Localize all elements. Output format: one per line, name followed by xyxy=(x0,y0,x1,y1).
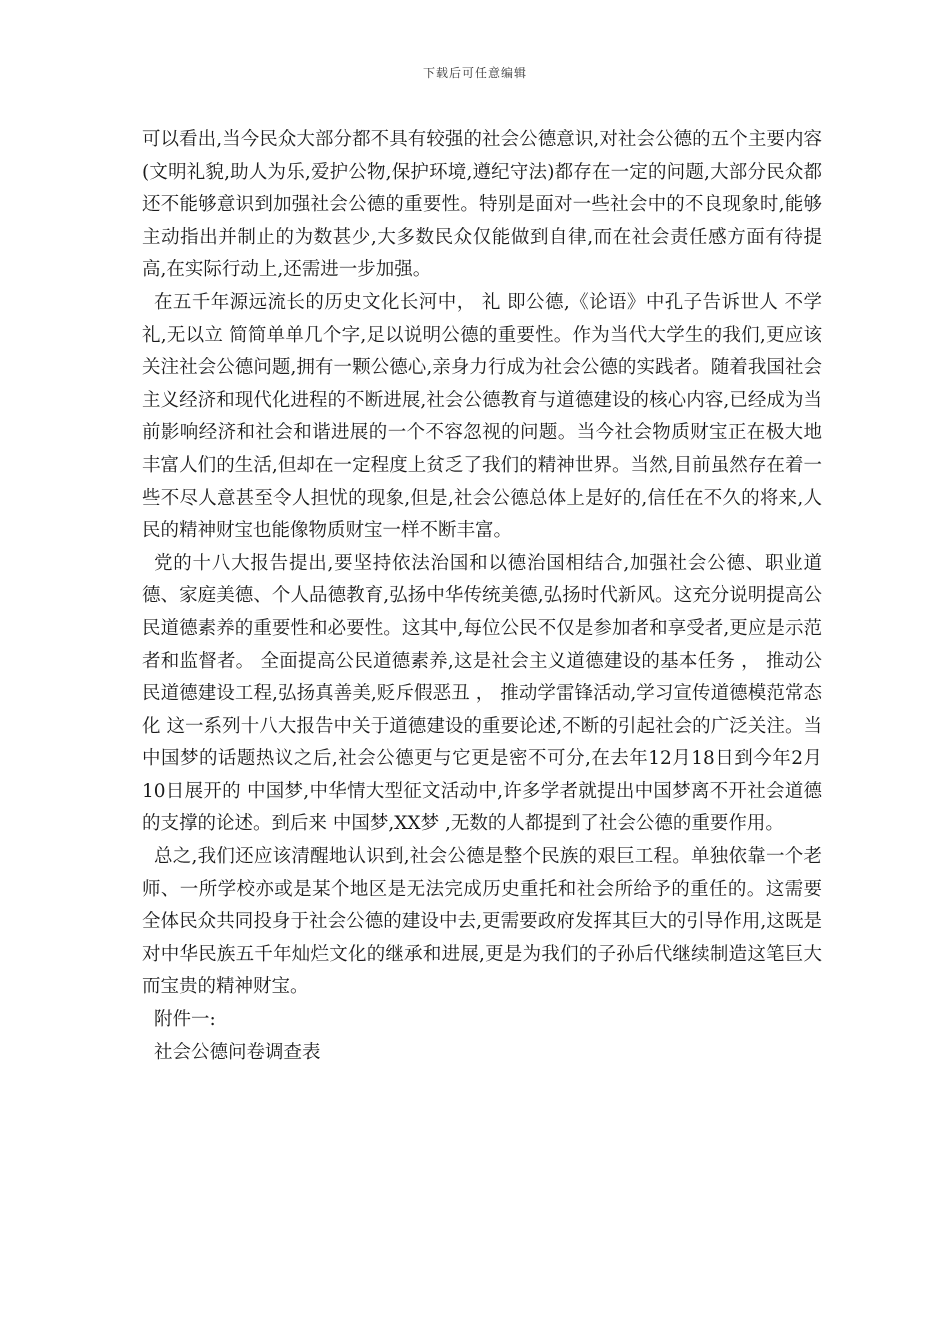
paragraph-1: 可以看出,当今民众大部分都不具有较强的社会公德意识,对社会公德的五个主要内容(文明礼貌,助人为乐,爱护公物,保护环境,遵纪守法)都存在一定的问题,大部分民众都还不能够意识到加强社会公德的重要性。特别是面对一些社会中的不良现象时,能够主动指出并制止的为数甚少,大多数民众仅能做到自律,而在社会责任感方面有待提高,在实际行动上,还需进一步加强。 xyxy=(142,129,822,281)
attachment-label: 附件一: xyxy=(154,1009,216,1031)
paragraph-2: 在五千年源远流长的历史文化长河中， 礼 即公德,《论语》中孔子告诉世人 不学礼,无以立 简简单单几个字,足以说明公德的重要性。作为当代大学生的我们,更应该关注社会公德问题,拥有一颗公德心,亲身力行成为社会公德的实践者。随着我国社会主义经济和现代化进程的不断进展,社会公德教育与道德建设的核心内容,已经成为当前影响经济和社会和谐进展的一个不容忽视的问题。当今社会物质财宝正在极大地丰富人们的生活,但却在一定程度上贫乏了我们的精神世界。当然,目前虽然存在着一些不尽人意甚至令人担忧的现象,但是,社会公德总体上是好的,信任在不久的将来,人民的精神财宝也能像物质财宝一样不断丰富。 xyxy=(142,291,822,542)
paragraph-3: 党的十八大报告提出,要坚持依法治国和以德治国相结合,加强社会公德、职业道德、家庭美德、个人品德教育,弘扬中华传统美德,弘扬时代新风。这充分说明提高公民道德素养的重要性和必要性。这其中,每位公民不仅是参加者和享受者,更应是示范者和监督者。 全面提高公民道德素养,这是社会主义道德建设的基本任务 ， 推动公民道德建设工程,弘扬真善美,贬斥假恶丑 ， 推动学雷锋活动,学习宣传道德模范常态化 这一系列十八大报告中关于道德建设的重要论述,不断的引起社会的广泛关注。当中国梦的话题热议之后,社会公德更与它更是密不可分,在去年12月18日到今年2月10日展开的 中国梦,中华情大型征文活动中,许多学者就提出中国梦离不开社会道德的支撑的论述。到后来 中国梦,XX梦 ,无数的人都提到了社会公德的重要作用。 xyxy=(142,552,822,835)
page-header: 下载后可任意编辑 xyxy=(422,66,527,80)
document-body xyxy=(142,124,822,1069)
paragraph-4: 总之,我们还应该清醒地认识到,社会公德是整个民族的艰巨工程。单独依靠一个老师、一所学校亦或是某个地区是无法完成历史重托和社会所给予的重任的。这需要全体民众共同投身于社会公德的建设中去,更需要政府发挥其巨大的引导作用,这既是对中华民族五千年灿烂文化的继承和进展,更是为我们的子孙后代继续制造这笔巨大而宝贵的精神财宝。 xyxy=(142,846,822,998)
attachment-title: 社会公德问卷调查表 xyxy=(154,1041,321,1063)
